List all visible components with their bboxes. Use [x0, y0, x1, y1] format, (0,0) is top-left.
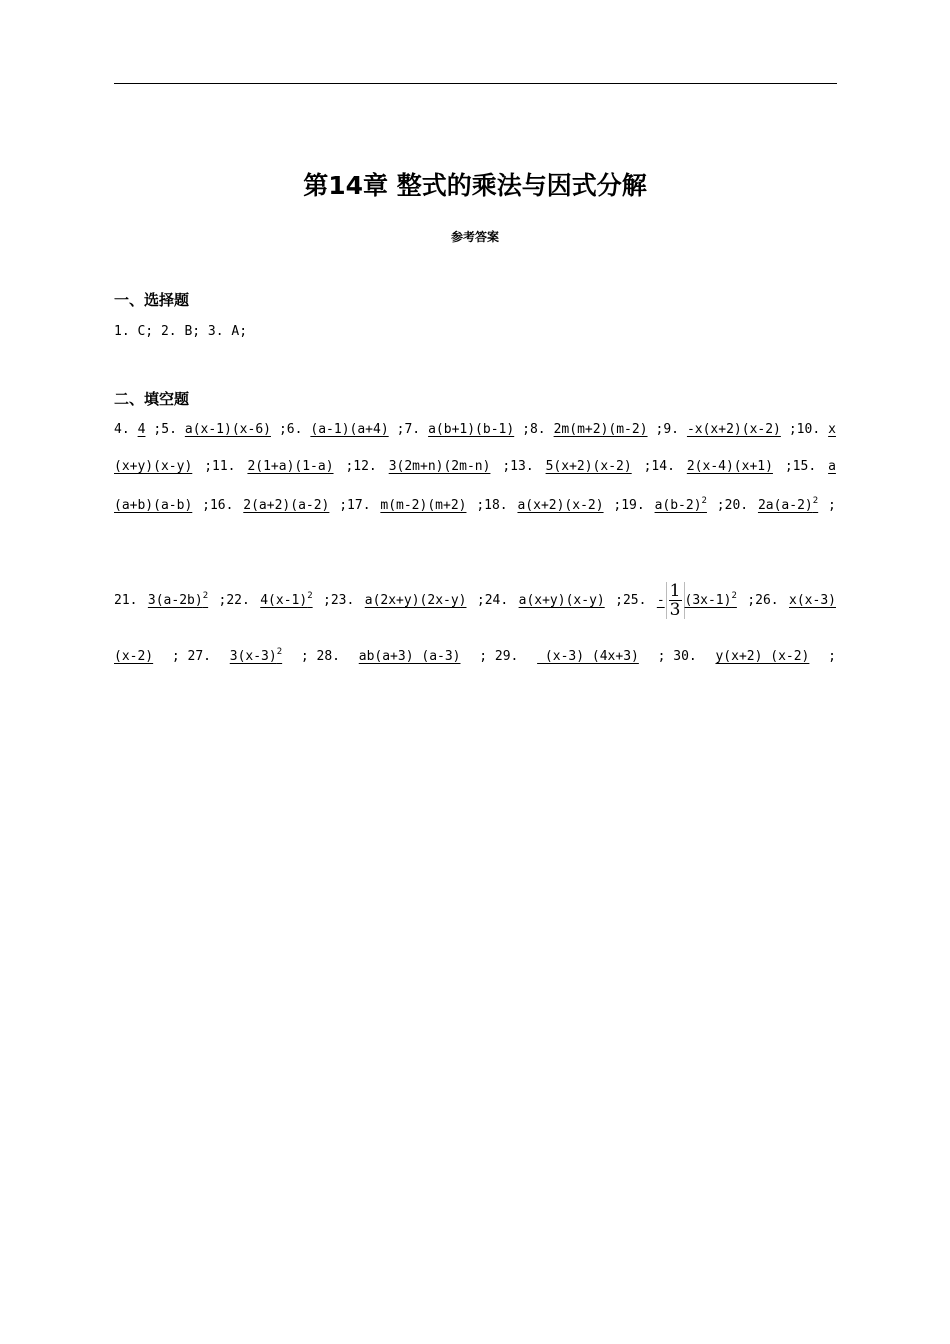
answer-blank [657, 582, 737, 619]
answer-blank: a(x-1)(x-6) [184, 422, 271, 437]
answer-line-5 [114, 647, 836, 664]
answer-number: ; 30. [657, 649, 697, 664]
answer-blank: (x+y)(x-y) [114, 459, 193, 474]
header-rule [114, 83, 837, 84]
answer-blank: (x-3) (4x+3) [537, 649, 639, 664]
answer-line-4 [114, 582, 836, 619]
answer-number: ;11. [204, 459, 236, 474]
answer-blank: a(2x+y)(2x-y) [364, 593, 467, 608]
line-end: ; [828, 498, 836, 513]
answer-blank: (x-2) [114, 649, 154, 664]
answer-base: (3x-1) [684, 593, 732, 608]
answer-number: ;25. [615, 593, 647, 608]
fraction-denominator: 3 [669, 600, 681, 620]
section-heading-fill: 二、填空题 [114, 390, 190, 408]
page-subtitle: 参考答案 [450, 230, 499, 244]
answer-number: ;24. [476, 593, 509, 608]
exponent: 2 [202, 591, 209, 601]
answer-line-3 [114, 496, 836, 513]
answer-number: ;6. [278, 422, 303, 437]
answer-blank: 2(x-4)(x+1) [686, 459, 773, 474]
fraction [666, 582, 685, 619]
answer-number: ;12. [345, 459, 377, 474]
answer-blank: 4 [137, 422, 146, 437]
answer-base: a(b-2) [654, 498, 702, 513]
answer-number: ;18. [476, 498, 508, 513]
answer-blank [655, 496, 707, 513]
answer-line-2 [114, 459, 836, 474]
answer-base: 2a(a-2) [757, 498, 813, 513]
exponent: 2 [731, 591, 737, 601]
answer-number: ;19. [613, 498, 645, 513]
answer-blank [260, 591, 312, 608]
answer-number: ; 28. [300, 649, 341, 664]
minus-sign: - [656, 593, 665, 608]
answer-blank: y(x+2) (x-2) [715, 649, 810, 664]
answer-base: 3(x-3) [229, 649, 277, 664]
exponent: 2 [701, 496, 707, 506]
answer-blank [230, 647, 282, 664]
answer-blank: 2(1+a)(1-a) [247, 459, 334, 474]
answer-blank: x [828, 422, 836, 437]
answer-number: ;22. [218, 593, 250, 608]
answer-number: ;16. [202, 498, 234, 513]
page-title: 第14章 整式的乘法与因式分解 [303, 171, 647, 200]
answer-blank: -x(x+2)(x-2) [686, 422, 781, 437]
answer-number: ;15. [784, 459, 817, 474]
answer-line-1 [114, 422, 836, 437]
answer-number: 4. [114, 422, 130, 437]
answer-blank: ab(a+3) (a-3) [358, 649, 461, 664]
choice-answers: 1. C; 2. B; 3. A; [114, 324, 248, 339]
exponent: 2 [812, 496, 819, 506]
answer-blank: a(x+y)(x-y) [518, 593, 605, 608]
answer-blank: 2(a+2)(a-2) [243, 498, 330, 513]
answer-number: ;23. [323, 593, 355, 608]
line-end: ; [828, 649, 836, 664]
answer-blank: x(x-3) [789, 593, 836, 608]
answer-blank [758, 496, 818, 513]
answer-number: ;17. [339, 498, 371, 513]
section-heading-choice: 一、选择题 [114, 291, 190, 309]
answer-blank: a [828, 459, 836, 474]
answer-number: ;14. [643, 459, 675, 474]
answer-number: ;9. [655, 422, 679, 437]
answer-number: ;20. [716, 498, 749, 513]
answer-blank: (a+b)(a-b) [114, 498, 193, 513]
answer-blank: a(b+1)(b-1) [428, 422, 515, 437]
answer-number: ; 29. [479, 649, 519, 664]
answer-number: ;26. [747, 593, 779, 608]
answer-number: ;7. [396, 422, 421, 437]
answer-blank: 5(x+2)(x-2) [545, 459, 632, 474]
answer-number: ;8. [522, 422, 546, 437]
answer-number: ;5. [153, 422, 177, 437]
answer-number: ;13. [502, 459, 534, 474]
answer-blank: 2m(m+2)(m-2) [553, 422, 648, 437]
exponent: 2 [276, 647, 283, 657]
answer-number: 21. [114, 593, 138, 608]
answer-blank: (a-1)(a+4) [310, 422, 389, 437]
answer-blank: m(m-2)(m+2) [380, 498, 467, 513]
answer-blank: 3(2m+n)(2m-n) [388, 459, 491, 474]
answer-blank [148, 591, 208, 608]
fraction-numerator: 1 [669, 581, 681, 601]
exponent: 2 [307, 591, 313, 601]
answer-base: 4(x-1) [260, 593, 308, 608]
answer-base: 3(a-2b) [147, 593, 203, 608]
answer-number: ;10. [788, 422, 821, 437]
answer-number: ; 27. [171, 649, 212, 664]
answer-blank: a(x+2)(x-2) [517, 498, 604, 513]
